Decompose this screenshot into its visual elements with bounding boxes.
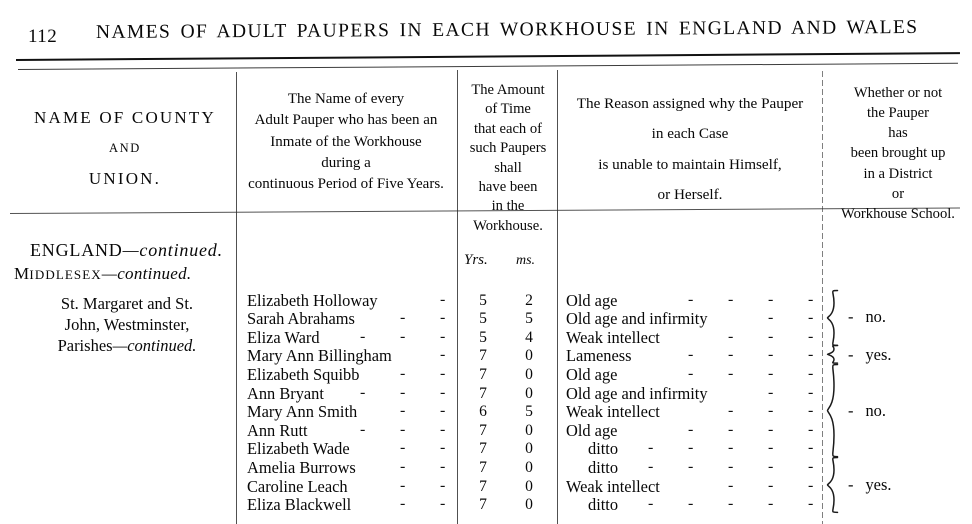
leader-dash: - <box>440 346 446 364</box>
pauper-name: Mary Ann Smith <box>247 402 358 422</box>
reason-for-inability: Weak intellect <box>566 327 660 347</box>
pauper-name: Ann Bryant <box>247 383 324 403</box>
column-header-reason <box>562 89 818 211</box>
pauper-name: Elizabeth Squibb <box>247 364 360 384</box>
school-answer <box>848 401 886 421</box>
reason-for-inability: Old age <box>566 290 618 310</box>
leader-dash: - <box>688 346 694 364</box>
leader-dash: - <box>360 327 366 345</box>
union-line3-text: Parishes <box>57 336 113 356</box>
leader-dash: - <box>768 309 774 327</box>
leader-dash: - <box>648 439 654 457</box>
months-in-workhouse: 2 <box>525 291 533 309</box>
leader-dash: - <box>400 402 406 420</box>
years-in-workhouse: 7 <box>479 365 487 383</box>
union-line2: John, Westminster, <box>64 315 190 335</box>
reason-for-inability: ditto <box>588 495 619 515</box>
leader-dash: - <box>808 495 814 513</box>
leader-dash: - <box>400 420 406 438</box>
leader-dash: - <box>440 364 446 382</box>
pauper-name: Mary Ann Billingham <box>247 346 392 366</box>
column-header-time-line3: that each of <box>473 120 543 137</box>
months-in-workhouse: 0 <box>525 496 533 514</box>
leader-dash: - <box>400 458 406 476</box>
column-header-time-line7: in the <box>491 198 525 215</box>
folio-number: 112 <box>28 26 58 47</box>
leader-dash: - <box>808 402 814 420</box>
leader-dash: - <box>808 327 814 345</box>
column-header-county-line1: NAME OF COUNTY <box>34 108 216 127</box>
leader-dash: - <box>728 327 734 345</box>
pauper-name: Caroline Leach <box>247 476 348 496</box>
reason-for-inability: Lameness <box>566 346 632 366</box>
column-header-reason-line3: is unable to maintain Himself, <box>598 155 782 173</box>
months-in-workhouse: 0 <box>525 477 533 495</box>
leader-dash: - <box>728 476 734 494</box>
leader-dash: - <box>688 364 694 382</box>
leader-dash: - <box>768 364 774 382</box>
column-header-school-line6: or <box>891 185 905 202</box>
column-header-pauper-name <box>240 89 452 195</box>
column-header-time-line2: of Time <box>485 101 531 118</box>
column-header-school-line4: been brought up <box>850 145 946 162</box>
table-top-rule-thin <box>18 63 958 70</box>
column-header-county-union: UNION. <box>88 168 162 188</box>
pauper-name: Elizabeth Wade <box>247 439 350 459</box>
leader-dash: - <box>808 458 814 476</box>
column-header-school-line7: Workhouse School. <box>841 205 955 222</box>
leader-dash: - <box>440 402 446 420</box>
school-answer-text: no. <box>865 400 886 420</box>
leader-dash: - <box>440 309 446 327</box>
reason-for-inability: ditto <box>588 439 619 459</box>
leader-dash: - <box>688 458 694 476</box>
section-country-name: ENGLAND <box>30 240 123 260</box>
leader-dash: - <box>768 346 774 364</box>
column-header-name-line5: continuous Period of Five Years. <box>248 176 444 193</box>
years-in-workhouse: 7 <box>479 384 487 402</box>
leader-dash: - <box>440 439 446 457</box>
column-header-name-line4: during a <box>321 154 371 171</box>
months-in-workhouse: 0 <box>525 384 533 402</box>
reason-for-inability: Old age <box>566 420 618 440</box>
leader-dash: - <box>808 439 814 457</box>
section-heading-country <box>30 240 223 261</box>
union-line3-suffix: —continued. <box>112 336 197 356</box>
leader-dash: - <box>848 475 854 494</box>
column-header-county-and-union <box>14 106 236 191</box>
curly-brace-icon <box>826 289 842 347</box>
leader-dash: - <box>768 439 774 457</box>
months-in-workhouse: 0 <box>525 440 533 458</box>
column-header-time-line4: such Paupers <box>469 140 547 157</box>
years-in-workhouse: 7 <box>479 440 487 458</box>
leader-dash: - <box>648 495 654 513</box>
leader-dash: - <box>440 495 446 513</box>
leader-dash: - <box>768 327 774 345</box>
months-in-workhouse: 0 <box>525 421 533 439</box>
column-header-school-line5: in a District <box>863 165 933 182</box>
column-header-school-line2: the Pauper <box>866 105 929 122</box>
leader-dash: - <box>688 420 694 438</box>
column-header-school <box>828 83 968 224</box>
column-header-time-line5: shall <box>494 159 522 176</box>
column-header-school-line3: has <box>888 125 908 142</box>
leader-dash: - <box>728 402 734 420</box>
pauper-name: Amelia Burrows <box>247 458 356 478</box>
years-in-workhouse: 7 <box>479 347 487 365</box>
section-country-suffix: —continued. <box>122 240 223 260</box>
subheader-months: ms. <box>516 253 536 268</box>
column-header-time-line6: have been <box>478 179 538 196</box>
leader-dash: - <box>808 476 814 494</box>
leader-dash: - <box>808 364 814 382</box>
running-head <box>0 16 972 50</box>
leader-dash: - <box>848 307 854 327</box>
school-answer <box>848 475 891 495</box>
reason-for-inability: Weak intellect <box>566 402 660 422</box>
school-answer-text: yes. <box>865 344 892 364</box>
leader-dash: - <box>768 458 774 476</box>
years-in-workhouse: 5 <box>479 310 487 328</box>
leader-dash: - <box>808 383 814 401</box>
column-header-reason-line2: in each Case <box>651 125 729 143</box>
curly-brace-icon <box>826 344 842 365</box>
leader-dash: - <box>768 495 774 513</box>
leader-dash: - <box>808 420 814 438</box>
leader-dash: - <box>400 439 406 457</box>
pauper-name: Eliza Blackwell <box>247 495 352 515</box>
years-in-workhouse: 6 <box>479 403 487 421</box>
years-in-workhouse: 5 <box>479 291 487 309</box>
page-title: NAMES OF ADULT PAUPERS IN EACH WORKHOUSE IN ENGLAND AND WALES <box>95 16 919 43</box>
leader-dash: - <box>440 327 446 345</box>
column-header-time-line1: The Amount <box>471 82 545 98</box>
months-in-workhouse: 5 <box>525 403 533 421</box>
column-header-name-line2: Adult Pauper who has been an <box>254 112 438 129</box>
months-in-workhouse: 0 <box>525 459 533 477</box>
leader-dash: - <box>688 495 694 513</box>
school-answer <box>848 345 891 365</box>
table-top-rule-thick <box>16 52 960 61</box>
column-header-county-and: AND <box>109 141 141 156</box>
leader-dash: - <box>360 420 366 438</box>
leader-dash: - <box>400 327 406 345</box>
section-county-name: IDDLESEX <box>29 267 102 282</box>
reason-for-inability: Weak intellect <box>566 476 660 496</box>
pauper-name: Eliza Ward <box>247 327 320 347</box>
column-header-reason-line4: or Herself. <box>657 186 723 204</box>
pauper-name: Sarah Abrahams <box>247 309 355 329</box>
section-heading-county <box>14 264 191 284</box>
section-county-suffix: —continued. <box>101 264 192 283</box>
leader-dash: - <box>440 458 446 476</box>
leader-dash: - <box>440 476 446 494</box>
leader-dash: - <box>848 400 854 420</box>
school-answer-text: no. <box>865 307 886 327</box>
leader-dash: - <box>768 402 774 420</box>
months-in-workhouse: 5 <box>525 310 533 328</box>
leader-dash: - <box>400 476 406 494</box>
leader-dash: - <box>808 309 814 327</box>
school-answer <box>848 307 886 327</box>
years-in-workhouse: 5 <box>479 328 487 346</box>
leader-dash: - <box>688 439 694 457</box>
years-in-workhouse: 7 <box>479 477 487 495</box>
leader-dash: - <box>688 290 694 308</box>
leader-dash: - <box>808 346 814 364</box>
leader-dash: - <box>768 476 774 494</box>
union-line1: St. Margaret and St. <box>60 294 194 313</box>
leader-dash: - <box>728 346 734 364</box>
leader-dash: - <box>808 290 814 308</box>
reason-for-inability: Old age and infirmity <box>566 309 708 329</box>
leader-dash: - <box>728 364 734 382</box>
leader-dash: - <box>848 344 854 364</box>
leader-dash: - <box>728 495 734 513</box>
column-header-name-line3: Inmate of the Workhouse <box>270 133 422 150</box>
column-header-school-line1: Whether or not <box>853 85 943 101</box>
leader-dash: - <box>440 420 446 438</box>
leader-dash: - <box>648 458 654 476</box>
subheader-years: Yrs. <box>464 252 488 268</box>
leader-dash: - <box>728 420 734 438</box>
column-header-amount-of-time <box>460 81 556 236</box>
leader-dash: - <box>768 383 774 401</box>
years-in-workhouse: 7 <box>479 421 487 439</box>
school-answer-text: yes. <box>865 475 892 494</box>
leader-dash: - <box>400 495 406 513</box>
pauper-name: Ann Rutt <box>247 420 308 440</box>
reason-for-inability: ditto <box>588 458 619 478</box>
leader-dash: - <box>728 458 734 476</box>
leader-dash: - <box>400 309 406 327</box>
leader-dash: - <box>400 364 406 382</box>
years-in-workhouse: 7 <box>479 459 487 477</box>
years-in-workhouse: 7 <box>479 496 487 514</box>
reason-for-inability: Old age <box>566 364 618 384</box>
leader-dash: - <box>440 383 446 401</box>
leader-dash: - <box>728 290 734 308</box>
months-in-workhouse: 0 <box>525 347 533 365</box>
leader-dash: - <box>728 439 734 457</box>
leader-dash: - <box>768 290 774 308</box>
column-header-time-line8: Workhouse. <box>473 217 543 234</box>
reason-for-inability: Old age and infirmity <box>566 383 708 403</box>
pauper-name: Elizabeth Holloway <box>247 290 378 310</box>
leader-dash: - <box>440 290 446 308</box>
column-header-name-line1: The Name of every <box>287 91 405 107</box>
section-county-initial: M <box>14 264 30 283</box>
curly-brace-icon <box>826 456 842 514</box>
leader-dash: - <box>768 420 774 438</box>
leader-dash: - <box>400 383 406 401</box>
months-in-workhouse: 0 <box>525 365 533 383</box>
curly-brace-icon <box>826 363 842 458</box>
column-header-reason-line1: The Reason assigned why the Pauper <box>576 95 804 112</box>
months-in-workhouse: 4 <box>525 328 533 346</box>
leader-dash: - <box>360 383 366 401</box>
